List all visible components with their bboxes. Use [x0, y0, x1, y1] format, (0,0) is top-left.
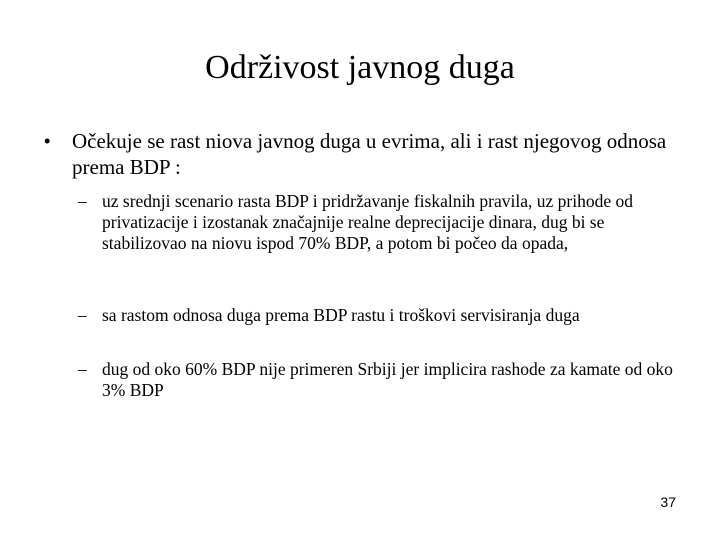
- sub-bullet-text: uz srednji scenario rasta BDP i pridržavanje fiskalnih pravila, uz prihode od privatizacije i izostanak značajnije realne deprecijacije dinara, dug bi se stabilizovao na niovu ispod 70% BDP, a potom bi počeo da opada,: [102, 191, 633, 253]
- sub-bullet-3: [78, 359, 678, 401]
- main-bullet-text: Očekuje se rast niova javnog duga u evrima, ali i rast njegovog odnosa prema BDP :: [72, 129, 667, 179]
- sub-bullet-1: [78, 191, 678, 254]
- slide-title: Održivost javnog duga: [205, 49, 515, 86]
- dash-icon: –: [78, 359, 87, 379]
- bullet-icon: •: [44, 131, 51, 151]
- sub-bullet-2: [78, 305, 678, 326]
- dash-icon: –: [78, 305, 87, 325]
- main-bullet: [44, 128, 694, 180]
- page-number: 37: [660, 494, 676, 510]
- sub-bullet-text: dug od oko 60% BDP nije primeren Srbiji jer implicira rashode za kamate od oko 3% BDP: [102, 359, 673, 400]
- dash-icon: –: [78, 191, 87, 211]
- sub-bullet-text: sa rastom odnosa duga prema BDP rastu i troškovi servisiranja duga: [102, 305, 580, 325]
